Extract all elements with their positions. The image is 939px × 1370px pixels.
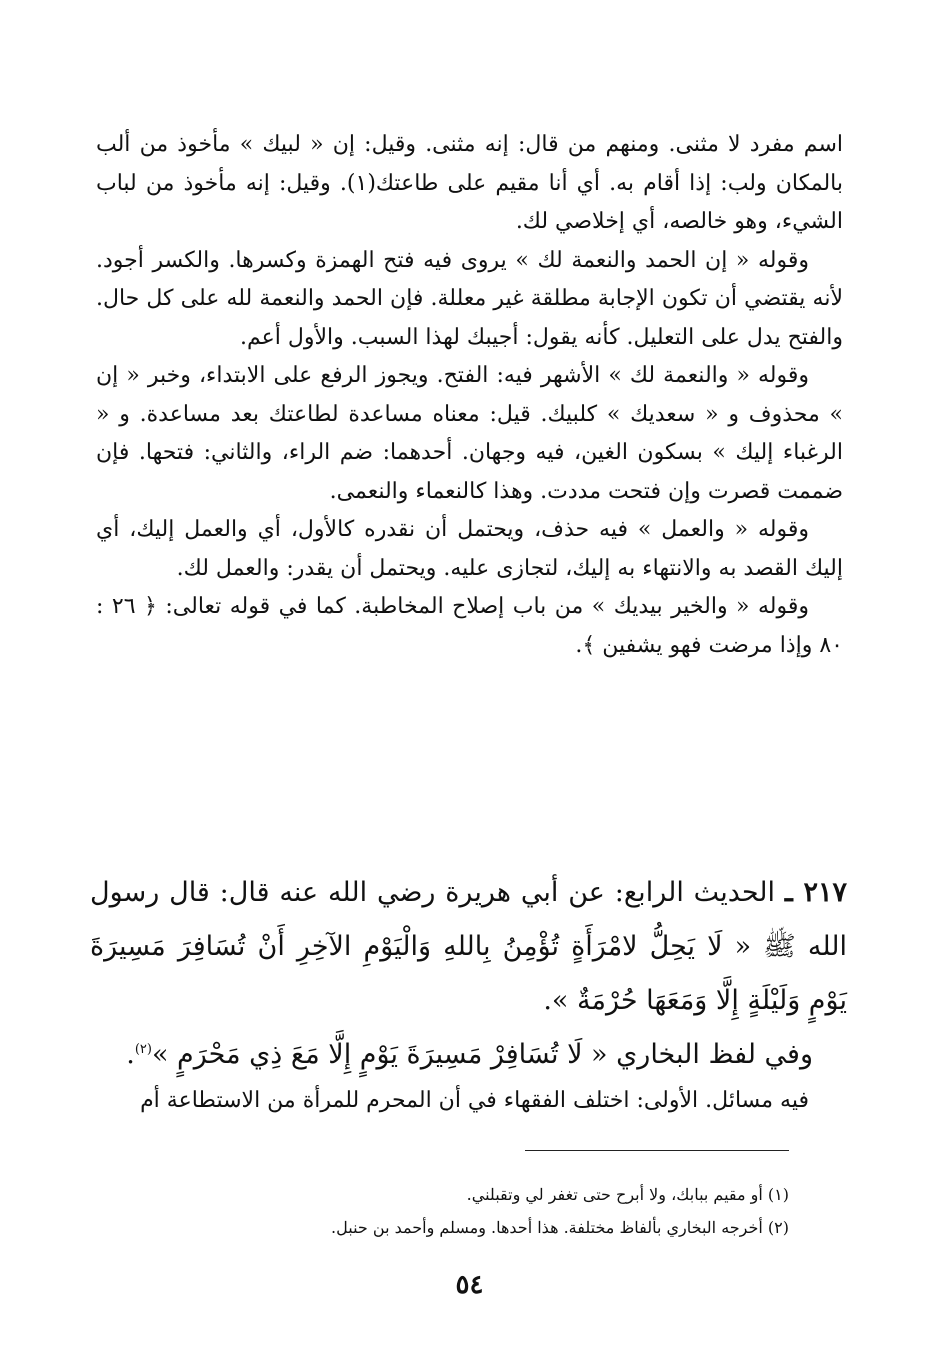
commentary-text <box>96 126 843 665</box>
closing-line: فيه مسائل. الأولى: اختلف الفقهاء في أن المحرم للمرأة من الاستطاعة أم <box>140 1088 809 1113</box>
paragraph-5: وقوله « والخير بيديك » من باب إصلاح المخاطبة. كما في قوله تعالى: ﴿ ٢٦ : ٨٠ وإذا مرضت فهو يشفين ﴾. <box>96 594 843 658</box>
closing-text <box>96 1082 843 1120</box>
bukhari-variant <box>90 1028 847 1082</box>
paragraph-2: وقوله « إن الحمد والنعمة لك » يروى فيه فتح الهمزة وكسرها. والكسر أجود. لأنه يقتضي أن تكون الإجابة مطلقة غير معللة. فإن الحمد والنعمة لله على كل حال. والفتح يدل على التعليل. كأنه يقول: أجيبك لهذا السبب. والأول أعم. <box>96 247 843 350</box>
footnote-2: (٢) أخرجه البخاري بألفاظ مختلفة. هذا أحدها. ومسلم وأحمد بن حنبل. <box>331 1218 789 1237</box>
footnote-ref-2: (٢) <box>134 1042 152 1057</box>
footnote-1: (١) أو مقيم ببابك، ولا أبرح حتى تغفر لي وتقبلني. <box>466 1185 789 1204</box>
footnotes <box>96 1178 789 1244</box>
bukhari-text: وفي لفظ البخاري « لَا تُسَافِرْ مَسِيرَةَ يَوْمٍ إِلَّا مَعَ ذِي مَحْرَمٍ » <box>151 1039 813 1070</box>
paragraph-1: اسم مفرد لا مثنى. ومنهم من قال: إنه مثنى. وقيل: إن « لبيك » مأخوذ من ألب بالمكان ولب: إذا أقام به. أي أنا مقيم على طاعتك(١). وقيل: إنه مأخوذ من لباب الشيء، وهو خالصه، أي إخلاصي لك. <box>96 132 843 234</box>
hadith-paragraph <box>90 866 847 1028</box>
page-number: ٥٤ <box>455 1270 484 1300</box>
hadith-heading: الحديث الرابع: <box>614 877 776 908</box>
hadith-number: ٢١٧ ـ <box>784 877 848 908</box>
bukhari-end: . <box>126 1039 135 1070</box>
footnote-divider <box>525 1150 789 1151</box>
paragraph-3: وقوله « والنعمة لك » الأشهر فيه: الفتح. ويجوز الرفع على الابتداء، وخبر « إن » محذوف و « سعديك » كلبيك. قيل: معناه مساعدة لطاعتك بعد مساعدة. و « الرغباء إليك » بسكون الغين، فيه وجهان. أحدهما: ضم الراء، والثاني: فتحها. فإن ضممت قصرت وإن فتحت مددت. وهذا كالنعماء والنعمى. <box>96 363 843 504</box>
paragraph-4: وقوله « والعمل » فيه حذف، ويحتمل أن نقدره كالأول، أي والعمل إليك، أي إليك القصد به والانتهاء به إليك، لتجازى عليه. ويحتمل أن يقدر: والعمل لك. <box>96 517 843 581</box>
hadith-text: عن أبي هريرة رضي الله عنه قال: قال رسول الله ﷺ « لَا يَحِلُّ لامْرَأَةٍ تُؤْمِنُ بِاللهِ وَالْيَوْمِ الآخِرِ أَنْ تُسَافِرَ مَسِيرَةَ يَوْمٍ وَلَيْلَةٍ إِلَّا وَمَعَهَا حُرْمَةٌ ». <box>90 877 847 1016</box>
hadith-block <box>90 866 847 1082</box>
